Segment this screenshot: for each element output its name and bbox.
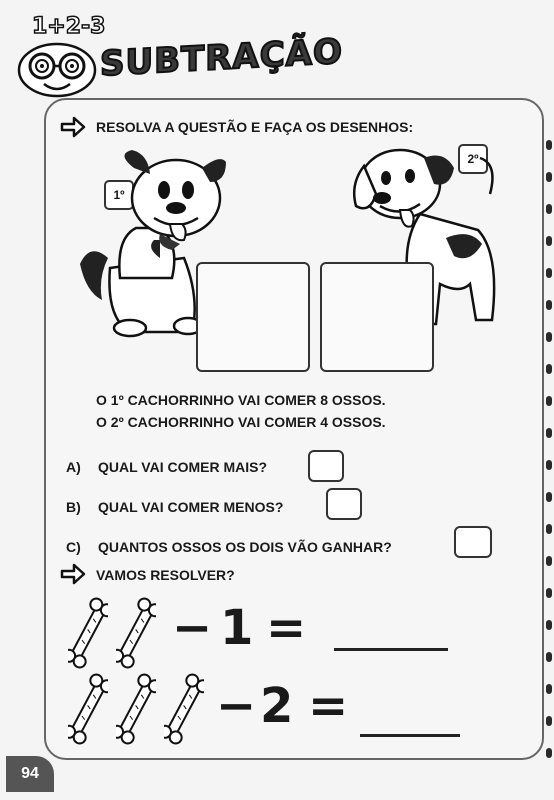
arrow-right-icon [60,116,86,138]
arrow-right-icon [60,563,86,585]
equation-2-answer-line[interactable] [360,734,460,737]
question-c-letter: C) [66,539,81,555]
question-a-text: QUAL VAI COMER MAIS? [98,459,268,475]
bone-icon [116,596,156,670]
drawing-box-dog-2[interactable] [320,262,434,372]
bone-icon [68,672,108,746]
mascot-face-icon [14,36,100,98]
bone-icon [68,596,108,670]
equation-1-answer-line[interactable] [334,648,448,651]
page-number: 94 [6,756,54,792]
question-b-text: QUAL VAI COMER MENOS? [98,499,284,515]
statement-dog-2: O 2º CACHORRINHO VAI COMER 4 OSSOS. [96,414,386,430]
equation-1-operator: − [172,600,213,656]
statement-dog-1: O 1º CACHORRINHO VAI COMER 8 OSSOS. [96,392,386,408]
answer-box-a[interactable] [308,450,344,482]
dog-2-label: 2º [458,144,488,174]
equation-1-number: 1 [220,600,254,656]
bone-icon [164,672,204,746]
dog-1-label: 1º [104,180,134,210]
equation-1-equals: = [266,600,307,656]
answer-box-c[interactable] [454,526,492,558]
answer-box-b[interactable] [326,488,362,520]
page-title: SUBTRAÇÃO [100,31,343,85]
equation-2-operator: − [216,678,257,734]
header-math-decoration: 1+2-3 [32,14,106,39]
question-c-text: QUANTOS OSSOS OS DOIS VÃO GANHAR? [98,539,392,555]
equation-2-number: 2 [260,678,294,734]
question-a-letter: A) [66,459,81,475]
equation-2-equals: = [308,678,349,734]
question-b-letter: B) [66,499,81,515]
drawing-box-dog-1[interactable] [196,262,310,372]
bone-icon [116,672,156,746]
solve-prompt: VAMOS RESOLVER? [96,567,235,583]
instruction-text: RESOLVA A QUESTÃO E FAÇA OS DESENHOS: [96,119,414,135]
